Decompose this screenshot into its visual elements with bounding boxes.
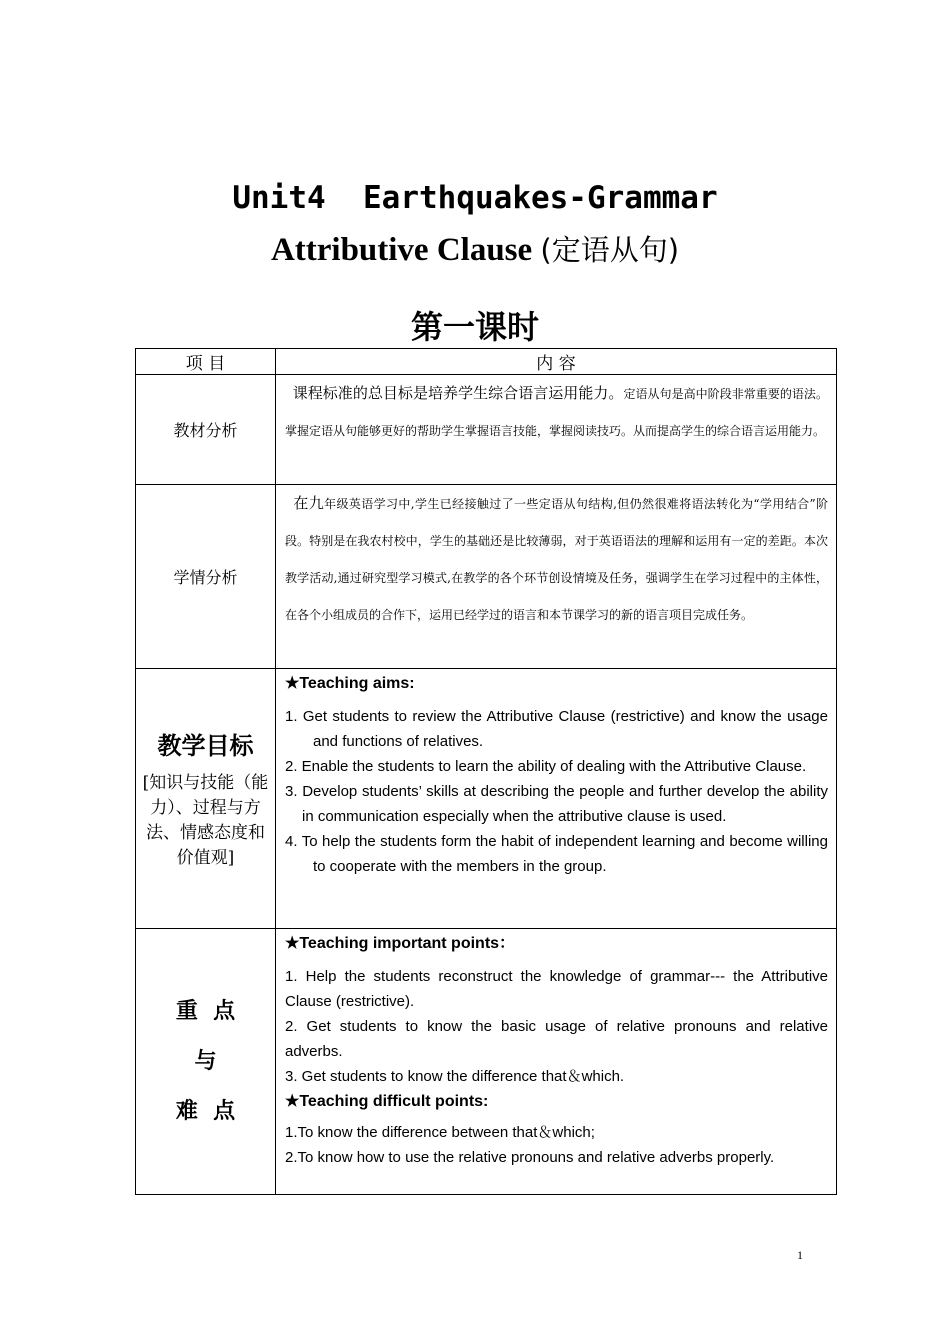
title-line2-en: Attributive Clause <box>270 232 533 268</box>
list-item: 3. Develop students’ skills at describing the people and further develop the ability in communication especially when the attributive clause is used. <box>285 783 828 825</box>
table-row-textbook <box>136 375 837 485</box>
header-content: 内 容 <box>276 349 837 375</box>
header-item: 项 目 <box>136 349 276 375</box>
row-lead: 课程标准的总目标是培养学生综合语言运用能力。 <box>292 384 624 402</box>
row-label: 学情分析 <box>136 485 276 669</box>
table-row-students <box>136 485 837 669</box>
row-content <box>276 485 837 669</box>
list-item: 4. To help the students form the habit of independent learning and become willing to cooperate with the members in the group. <box>285 833 828 875</box>
list-item: 1.To know the difference between that＆which; <box>285 1124 595 1141</box>
table-header-row <box>136 349 837 375</box>
important-points-heading: ★Teaching important points： <box>285 935 516 952</box>
keypoints-label-1: 重 点 <box>175 998 236 1024</box>
title-line2 <box>0 228 950 269</box>
lesson-title: 第一课时 <box>410 308 539 346</box>
lesson-plan-table <box>135 348 837 1195</box>
row-label <box>136 669 276 929</box>
keypoints-label-2: 与 <box>194 1048 217 1074</box>
row-lead: 在九 <box>293 494 325 512</box>
row-body: 年级英语学习中,学生已经接触过了一些定语从句结构,但仍然很难将语法转化为“学用结合”阶段。特别是在我农村校中，学生的基础还是比较薄弱，对于英语语法的理解和运用有一定的差距。本次教学活动,通过研究型学习模式,在教学的各个环节创设情境及任务，强调学生在学习过程中的主体性，在各个小组成员的合作下，运用已经学过的语言和本节课学习的新的语言项目完成任务。 <box>285 497 828 622</box>
row-label <box>136 929 276 1195</box>
objectives-label: 教学目标 <box>157 732 254 760</box>
row-content <box>276 929 837 1195</box>
page-number: 1 <box>797 1248 803 1262</box>
row-content <box>276 375 837 485</box>
table-row-keypoints <box>136 929 837 1195</box>
title-line1: Unit4 Earthquakes-Grammar <box>232 180 718 216</box>
row-body: 定语从句是高中阶段非常重要的语法。掌握定语从句能够更好的帮助学生掌握语言技能，掌握阅读技巧。从而提高学生的综合语言运用能力。 <box>285 387 828 438</box>
teaching-aims-list <box>285 704 828 879</box>
keypoints-label-3: 难 点 <box>175 1098 236 1124</box>
difficult-points-heading: ★Teaching difficult points: <box>285 1093 489 1110</box>
objectives-sublabel: [知识与技能（能力）、过程与方法、情感态度和价值观] <box>142 773 269 868</box>
list-item: 2.To know how to use the relative pronouns and relative adverbs properly. <box>285 1149 775 1166</box>
list-item: 2. Get students to know the basic usage of relative pronouns and relative adverbs. <box>285 1018 828 1060</box>
list-item: 2. Enable the students to learn the ability of dealing with the Attributive Clause. <box>285 758 807 775</box>
title-line2-cn: (定语从句) <box>540 233 680 267</box>
row-label: 教材分析 <box>136 375 276 485</box>
list-item: 3. Get students to know the difference that＆which. <box>285 1068 625 1085</box>
table-row-objectives <box>136 669 837 929</box>
list-item: 1. Get students to review the Attributive Clause (restrictive) and know the usage and functions of relatives. <box>285 708 828 750</box>
teaching-aims-heading: ★Teaching aims: <box>285 675 415 692</box>
row-content <box>276 669 837 929</box>
list-item: 1. Help the students reconstruct the knowledge of grammar--- the Attributive Clause (restrictive). <box>285 968 828 1010</box>
